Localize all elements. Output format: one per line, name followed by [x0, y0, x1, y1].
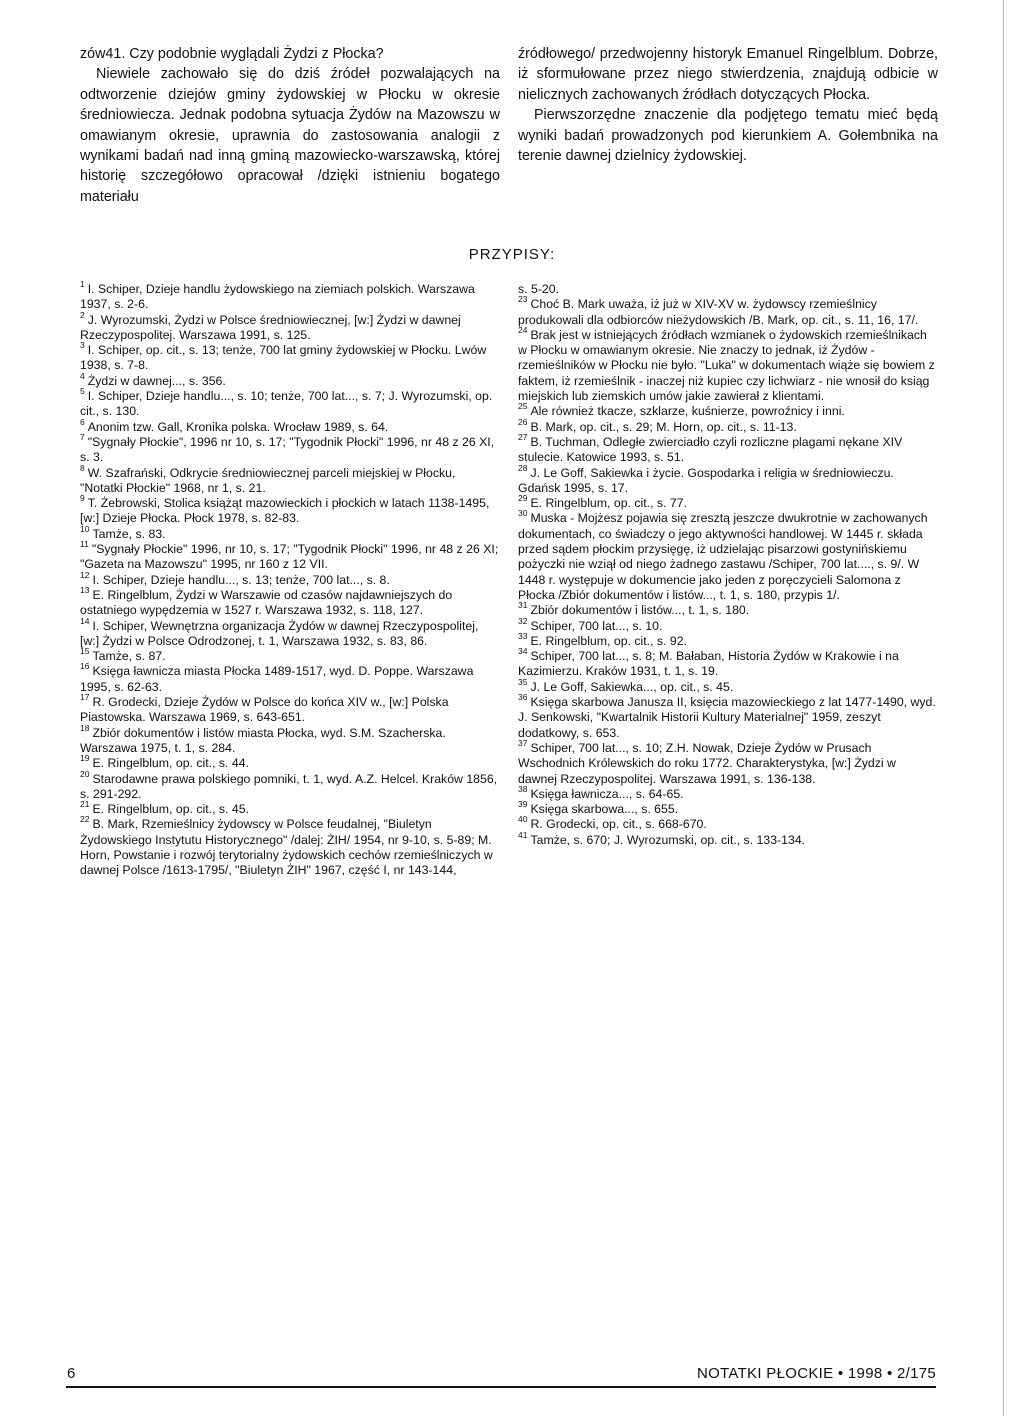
footnote-number: 31 [518, 600, 528, 611]
footnote-text: Choć B. Mark uważa, iż już w XIV-XV w. żydowscy rzemieślnicy produkowali dla odbiorców nieżydowskich /B. Mark, op. cit., s. 11, 16, 17/. [518, 297, 919, 327]
journal-title: NOTATKI PŁOCKIE • 1998 • 2/175 [696, 1365, 936, 1382]
footnote-text: Księga ławnicza miasta Płocka 1489-1517, wyd. D. Poppe. Warszawa 1995, s. 62-63. [80, 664, 474, 694]
footnote-text: Księga skarbowa..., s. 655. [530, 802, 679, 817]
footnote-number: 6 [80, 416, 85, 427]
footnote-text: R. Grodecki, op. cit., s. 668-670. [530, 817, 707, 832]
page-edge-line [1003, 0, 1004, 1416]
footnote-number: 22 [80, 814, 90, 825]
footnote-number: 16 [80, 661, 90, 672]
footnote-text: I. Schiper, Dzieje handlu..., s. 10; tenże, 700 lat..., s. 7; J. Wyrozumski, op. cit., s. 130. [80, 389, 493, 419]
footnote-text: Tamże, s. 83. [92, 526, 166, 541]
footnote-text: I. Schiper, Dzieje handlu..., s. 13; tenże, 700 lat..., s. 8. [92, 572, 390, 587]
footnote-text: Schiper, 700 lat..., s. 10. [530, 618, 663, 633]
footnote-number: 17 [80, 692, 90, 703]
body-column-right [518, 44, 938, 166]
footnote [518, 431, 938, 466]
footnote-number: 26 [518, 416, 528, 427]
footnote-number: 23 [518, 294, 528, 305]
footnote [80, 431, 500, 466]
footnote-text: I. Schiper, Wewnętrzna organizacja Żydów w dawnej Rzeczypospolitej, [w:] Żydzi w Polsce Odrodzonej, t. 1, Warszawa 1932, s. 83, 86. [80, 618, 479, 648]
footnote [80, 799, 500, 817]
footnote-text: Tamże, s. 87. [92, 649, 166, 664]
footnote-text: R. Grodecki, Dzieje Żydów w Polsce do końca XIV w., [w:] Polska Piastowska. Warszawa 1969, s. 643-651. [80, 695, 449, 725]
footnote [518, 646, 938, 680]
footnote [80, 768, 500, 803]
footnote-text: J. Le Goff, Sakiewka..., op. cit., s. 45. [530, 679, 734, 694]
footnote [518, 294, 938, 328]
footnote [80, 279, 500, 313]
footnote-text: Brak jest w istniejących źródłach wzmianek o żydowskich rzemieślnikach w Płocku w omawianym okresie. Nie znaczy to jednak, iż Żydów - rzemieślników w Płocku nie było. "Luka" w dokumentach wiąże się bowiem z faktem, iż rzemieślnik - inaczej niż kupiec czy lichwiarz - nie wnosił do ksiąg miejskich lub ziemskich umów jakie zawierał z klientami. [518, 327, 935, 404]
footnote-number: 1 [80, 279, 85, 289]
footnote-number: 34 [518, 646, 528, 657]
footnote-text: E. Ringelblum, op. cit., s. 44. [92, 756, 249, 771]
footnotes-column-left [80, 279, 500, 879]
page-number: 6 [67, 1365, 76, 1382]
footnote-number: 27 [518, 431, 528, 442]
footnote-number: 9 [80, 493, 85, 504]
footnote [80, 386, 500, 420]
footnote [80, 370, 500, 389]
footnote-number: 29 [518, 493, 528, 504]
footnote-number: 2 [80, 309, 85, 320]
footnote-number: 37 [518, 737, 528, 748]
footnote [518, 783, 938, 802]
footnote-number: 21 [80, 799, 90, 810]
body-paragraph: Pierwszorzędne znaczenie dla podjętego tematu mieć będą wyniki badań prowadzonych pod kierunkiem A. Gołembnika na terenie dawnej dzielnicy żydowskiej. [518, 107, 938, 165]
footnote [518, 401, 938, 419]
footnote-number: 24 [518, 324, 528, 335]
footnote-number: 32 [518, 615, 528, 626]
footnote-text: "Sygnały Płockie" 1996, nr 10, s. 17; "Tygodnik Płocki" 1996, nr 48 z 26 XI; "Gazeta na Mazowszu" 1995, nr 160 z 12 VII. [80, 542, 499, 572]
footnote [518, 799, 938, 817]
footnote [80, 722, 500, 757]
footnote [80, 661, 500, 695]
footnote [80, 309, 500, 344]
footnote-text: T. Żebrowski, Stolica książąt mazowieckich i płockich w latach 1138-1495, [w:] Dzieje Płocka. Płock 1978, s. 82-83. [80, 496, 490, 526]
footnote-text: s. 5-20. [518, 282, 560, 296]
footnote-text: Schiper, 700 lat..., s. 8; M. Bałaban, Historia Żydów w Krakowie i na Kazimierzu. Kraków 1931, t. 1, s. 19. [518, 649, 899, 679]
footnote-number: 4 [80, 370, 85, 381]
footnote [518, 600, 938, 618]
footnote [80, 692, 500, 726]
footnote-number: 38 [518, 783, 528, 794]
footer-rule [66, 1386, 936, 1388]
footnote-text: Muska - Mojżesz pojawia się zresztą jeszcze dwukrotnie w zachowanych dokumentach, co świadczy o jego aktywności handlowej. W 1445 r. składa przed sądem płockim przysięgę, iż udzielając pisarzowi gostynińskiemu pożyczki nie wziął od niego żadnego zastawu /Schiper, 700 lat...., s. 9/. W 1448 r. występuje w dokumencie jako jeden z poręczycieli Salomona z Płocka /Zbiór dokumentów i listów..., t. 1, s. 180, przypis 1/. [518, 511, 928, 602]
footnote-text: J. Le Goff, Sakiewka i życie. Gospodarka i religia w średniowieczu. Gdańsk 1995, s. 17. [518, 465, 894, 495]
footnote-number: 18 [80, 722, 90, 733]
footnote-number: 14 [80, 615, 90, 626]
footnote-number: 8 [80, 462, 85, 473]
footnote [518, 814, 938, 832]
footnote-number: 36 [518, 692, 528, 703]
footnote-number: 5 [80, 386, 85, 397]
footnote-number: 13 [80, 584, 90, 595]
footnote-text: B. Tuchman, Odległe zwierciadło czyli rozliczne plagami nękane XIV stulecie. Katowice 1993, s. 51. [518, 434, 903, 465]
footnote-text: E. Ringelblum, Żydzi w Warszawie od czasów najdawniejszych do ostatniego wypędzemia w 1527 r. Warszawa 1932, s. 118, 127. [80, 587, 453, 618]
footnote [80, 814, 500, 878]
footnote-number: 35 [518, 676, 528, 687]
footnote [80, 753, 500, 771]
footnote-text: Żydzi w dawnej..., s. 356. [87, 373, 226, 388]
footnote [80, 646, 500, 664]
footnote-text: J. Wyrozumski, Żydzi w Polsce średniowiecznej, [w:] Żydzi w dawnej Rzeczypospolitej. Warszawa 1991, s. 125. [80, 312, 461, 342]
footnote-number: 33 [518, 630, 528, 641]
footnote [518, 508, 938, 603]
footnotes-column-right [518, 282, 938, 848]
footnote [518, 615, 938, 634]
footnote [80, 493, 500, 527]
footnote [518, 324, 938, 404]
footnote [80, 340, 500, 374]
footnote [518, 630, 938, 649]
footnote-number: 15 [80, 646, 90, 657]
footnote-text: B. Mark, Rzemieślnicy żydowscy w Polsce feudalnej, "Biuletyn Żydowskiego Instytutu Historycznego" /dalej: ŻIH/ 1954, nr 9-10, s. 5-89; M. Horn, Powstanie i rozwój terytorialny żydowskich cechów rzemieślniczych w dawnej Polsce /1613-1795/, "Biuletyn ŻIH" 1967, część I, nr 143-144, [80, 817, 493, 878]
footnote-number: 12 [80, 569, 90, 580]
footnote [518, 676, 938, 695]
footnote [80, 462, 500, 497]
footnote-text: B. Mark, op. cit., s. 29; M. Horn, op. cit., s. 11-13. [530, 419, 797, 434]
body-paragraph: źródłowego/ przedwojenny historyk Emanuel Ringelblum. Dobrze, iż sformułowane przez niego stwierdzenia, znajdują odbicie w nielicznych zachowanych źródłach dotyczących Płocka. [518, 46, 938, 103]
footnote [518, 829, 938, 848]
body-column-left [80, 44, 500, 207]
footnote [518, 493, 938, 511]
footnote [80, 584, 500, 619]
footnote-number: 25 [518, 401, 528, 412]
footnote-text: Anonim tzw. Gall, Kronika polska. Wrocław 1989, s. 64. [87, 419, 389, 434]
footnote-text: Tamże, s. 670; J. Wyrozumski, op. cit., s. 133-134. [530, 832, 806, 847]
footnote-number: 40 [518, 814, 528, 825]
footnote-number: 3 [80, 340, 85, 351]
footnote-number: 7 [80, 431, 85, 442]
footnote [80, 615, 500, 650]
footnote-text: Księga skarbowa Janusza II, księcia mazowieckiego z lat 1477-1490, wyd. J. Senkowski, "Kwartalnik Historii Kultury Materialnej" 1959, zeszyt dodatkowy, s. 653. [518, 695, 936, 740]
footnote-text: I. Schiper, op. cit., s. 13; tenże, 700 lat gminy żydowskiej w Płocku. Lwów 1938, s. 7-8. [80, 343, 487, 373]
body-paragraph: zów41. Czy podobnie wyglądali Żydzi z Płocka? [80, 46, 384, 62]
footnote-text: "Sygnały Płockie", 1996 nr 10, s. 17; "Tygodnik Płocki" 1996, nr 48 z 26 XI, s. 3. [80, 434, 495, 465]
footnote [518, 692, 938, 741]
footnote-number: 39 [518, 799, 528, 810]
footnote [80, 569, 500, 588]
footnote-number: 11 [80, 539, 89, 550]
footnote-number: 28 [518, 462, 528, 473]
footnote [518, 282, 938, 297]
footnote-text: E. Ringelblum, op. cit., s. 77. [530, 496, 687, 511]
footnote-number: 20 [80, 768, 90, 779]
footnote-number: 41 [518, 829, 528, 840]
footnote-text: I. Schiper, Dzieje handlu żydowskiego na ziemiach polskich. Warszawa 1937, s. 2-6. [80, 282, 475, 312]
footnote-number: 19 [80, 753, 90, 764]
footnote [80, 523, 500, 542]
footnote-text: Zbiór dokumentów i listów miasta Płocka, wyd. S.M. Szacherska. Warszawa 1975, t. 1, s. 284. [80, 725, 446, 755]
footnote-text: Zbiór dokumentów i listów..., t. 1, s. 180. [530, 603, 750, 618]
footnote [80, 416, 500, 435]
footnote-text: W. Szafrański, Odkrycie średniowiecznej parceli miejskiej w Płocku, "Notatki Płockie" 1968, nr 1, s. 21. [80, 465, 456, 495]
footnote [518, 416, 938, 435]
footnote-text: Ale również tkacze, szklarze, kuśnierze, powroźnicy i inni. [530, 404, 845, 419]
footnote-text: Schiper, 700 lat..., s. 10; Z.H. Nowak, Dzieje Żydów w Prusach Wschodnich Królewskich do roku 1772. Charakterystyka, [w:] Żydzi w dawnej Rzeczypospolitej. Warszawa 1991, s. 136-138. [518, 740, 896, 786]
body-paragraph: Niewiele zachowało się do dziś źródeł pozwalających na odtworzenie dziejów gminy żydowskiej w Płocku w okresie średniowiecza. Jednak podobna sytuacja Żydów na Mazowszu w omawianym okresie, uprawnia do zastosowania analogii z wynikami badań nad inną gminą mazowiecko-warszawską, której historię szczegółowo opracował /dzięki istnieniu bogatego materiału [80, 66, 500, 205]
footnote [518, 737, 938, 787]
footnote-text: E. Ringelblum, op. cit., s. 92. [530, 633, 687, 648]
footnote-text: E. Ringelblum, op. cit., s. 45. [92, 802, 249, 817]
footnotes-heading: PRZYPISY: [468, 246, 556, 263]
footnote [518, 462, 938, 497]
footnote [80, 539, 500, 573]
footnote-number: 10 [80, 523, 90, 534]
footnote-text: Starodawne prawa polskiego pomniki, t. 1, wyd. A.Z. Helcel. Kraków 1856, s. 291-292. [80, 771, 498, 801]
footnote-number: 30 [518, 508, 528, 519]
footnote-text: Księga ławnicza..., s. 64-65. [530, 786, 684, 801]
